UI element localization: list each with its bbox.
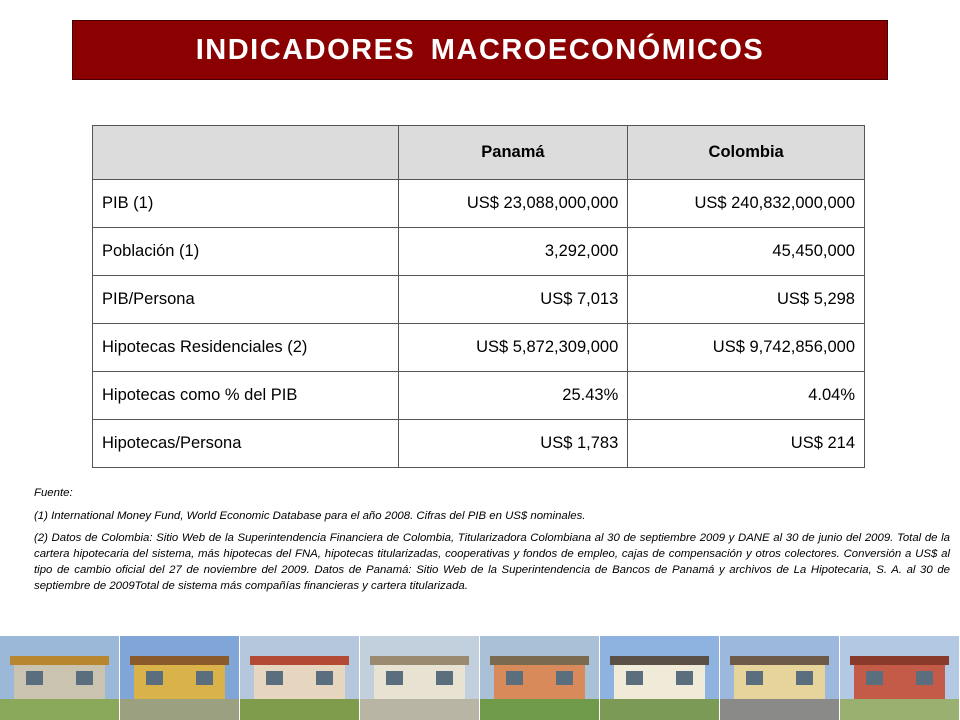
table-row bbox=[93, 372, 865, 420]
house-photo bbox=[240, 636, 360, 720]
house-ground bbox=[0, 699, 119, 720]
house-roof bbox=[730, 656, 830, 664]
housing-photo-strip bbox=[0, 636, 960, 720]
colombia-value: 45,450,000 bbox=[628, 228, 865, 276]
house-photo bbox=[480, 636, 600, 720]
page-title: INDICADORES MACROECONÓMICOS bbox=[195, 33, 765, 66]
house-window bbox=[506, 671, 523, 684]
house-ground bbox=[840, 699, 959, 720]
row-label: PIB (1) bbox=[93, 180, 399, 228]
house-window bbox=[746, 671, 763, 684]
house-window bbox=[386, 671, 403, 684]
house-photo bbox=[120, 636, 240, 720]
source-notes bbox=[34, 486, 950, 601]
house-photo bbox=[720, 636, 840, 720]
footnote-1: (1) International Money Fund, World Economic Database para el año 2008. Cifras del PIB en US$ nominales. bbox=[34, 509, 586, 522]
house-ground bbox=[480, 699, 599, 720]
house-window bbox=[316, 671, 333, 684]
title-banner bbox=[72, 20, 888, 80]
house-roof bbox=[10, 656, 110, 664]
row-label: PIB/Persona bbox=[93, 276, 399, 324]
house-window bbox=[76, 671, 93, 684]
house-window bbox=[626, 671, 643, 684]
footnote-2: (2) Datos de Colombia: Sitio Web de la Superintendencia Financiera de Colombia, Titularizadora Colombiana al 30 de septiembre 2009 y DANE al 30 de junio del 2009. Total de la cartera hipotecaria del sistema, más hipotecas del FNA, hipotecas titularizadas, cooperativas y fondos de empleo, cajas de compensación y otros colectores. Conversión a US$ al tipo de cambio oficial del 27 de noviembre del 2009. Datos de Panamá: Sitio Web de la Superintendencia de Bancos de Panamá y archivos de La Hipotecaria, S. A. al 30 de septiembre de 2009Total de sistema más compañías financieras y cartera titularizada. bbox=[34, 532, 950, 592]
table-header-row bbox=[93, 126, 865, 180]
house-roof bbox=[490, 656, 590, 664]
house-photo bbox=[600, 636, 720, 720]
house-roof bbox=[250, 656, 350, 664]
table-row bbox=[93, 228, 865, 276]
house-ground bbox=[720, 699, 839, 720]
house-window bbox=[26, 671, 43, 684]
row-label: Hipotecas como % del PIB bbox=[93, 372, 399, 420]
house-photo bbox=[0, 636, 120, 720]
colombia-value: US$ 5,298 bbox=[628, 276, 865, 324]
house-window bbox=[196, 671, 213, 684]
house-roof bbox=[850, 656, 950, 664]
house-roof bbox=[370, 656, 470, 664]
source-label: Fuente: bbox=[34, 487, 73, 499]
header-blank-cell bbox=[93, 126, 399, 180]
table-row bbox=[93, 420, 865, 468]
row-label: Hipotecas/Persona bbox=[93, 420, 399, 468]
panama-value: US$ 1,783 bbox=[398, 420, 628, 468]
row-label: Población (1) bbox=[93, 228, 399, 276]
house-ground bbox=[360, 699, 479, 720]
house-window bbox=[556, 671, 573, 684]
house-photo bbox=[360, 636, 480, 720]
colombia-value: US$ 240,832,000,000 bbox=[628, 180, 865, 228]
house-ground bbox=[600, 699, 719, 720]
panama-value: 25.43% bbox=[398, 372, 628, 420]
house-photo bbox=[840, 636, 960, 720]
house-window bbox=[266, 671, 283, 684]
panama-value: US$ 7,013 bbox=[398, 276, 628, 324]
house-roof bbox=[610, 656, 710, 664]
house-roof bbox=[130, 656, 230, 664]
header-colombia: Colombia bbox=[628, 126, 865, 180]
house-window bbox=[146, 671, 163, 684]
table-row bbox=[93, 324, 865, 372]
header-panama: Panamá bbox=[398, 126, 628, 180]
macro-indicators-table bbox=[92, 125, 865, 468]
house-ground bbox=[240, 699, 359, 720]
colombia-value: US$ 9,742,856,000 bbox=[628, 324, 865, 372]
table-row bbox=[93, 276, 865, 324]
house-window bbox=[796, 671, 813, 684]
table-row bbox=[93, 180, 865, 228]
panama-value: US$ 23,088,000,000 bbox=[398, 180, 628, 228]
house-window bbox=[676, 671, 693, 684]
panama-value: US$ 5,872,309,000 bbox=[398, 324, 628, 372]
panama-value: 3,292,000 bbox=[398, 228, 628, 276]
colombia-value: 4.04% bbox=[628, 372, 865, 420]
colombia-value: US$ 214 bbox=[628, 420, 865, 468]
house-window bbox=[916, 671, 933, 684]
house-window bbox=[436, 671, 453, 684]
house-ground bbox=[120, 699, 239, 720]
row-label: Hipotecas Residenciales (2) bbox=[93, 324, 399, 372]
house-window bbox=[866, 671, 883, 684]
